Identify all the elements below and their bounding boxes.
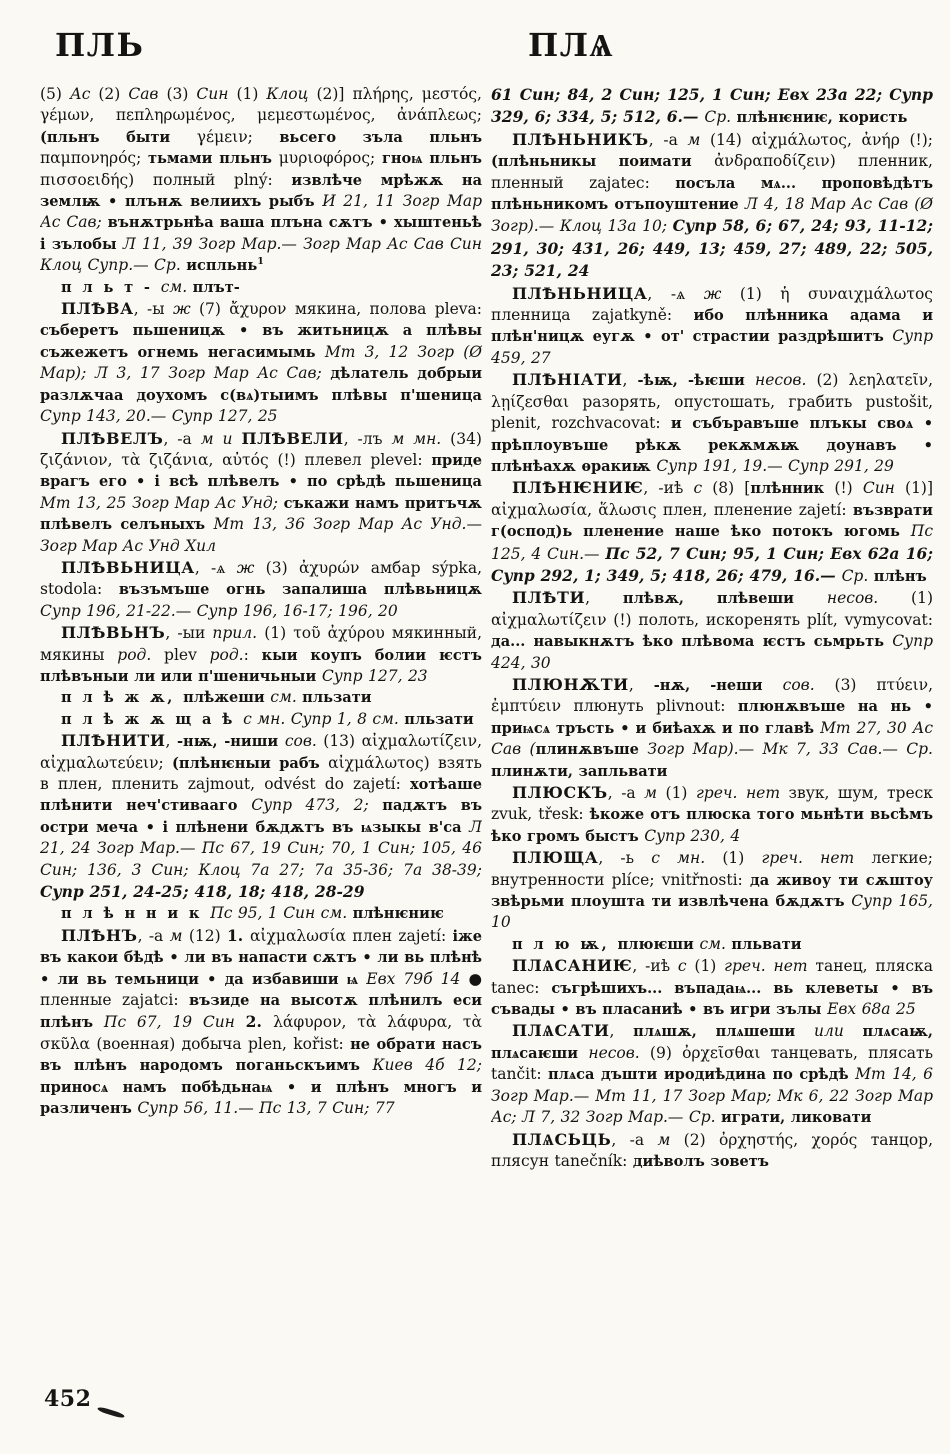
- right-column: [491, 84, 933, 1386]
- text-run: Мт 13, 25 Зогр Мар Ас Унд;: [40, 493, 284, 512]
- running-head-left: ПЛЬ: [55, 26, 145, 64]
- text-run: (военная) добыча plen, kořist:: [96, 1034, 351, 1053]
- text-run: падѫтъ въ остри меча • і плѣнени бѫдѫтъ въ ѩзыкы в'са: [40, 797, 482, 836]
- text-run: (34): [450, 429, 482, 448]
- text-run: Л 11, 39 Зогр Мар.— Зогр Мар Ас Сав Син Клоц Супр.— Ср.: [40, 234, 482, 275]
- text-run: с мн.: [651, 849, 723, 868]
- text-run: , -лъ: [343, 429, 392, 448]
- text-run: ὀρχεῖσθαι: [682, 1043, 771, 1062]
- text-run: ζιζάνιον, τὰ ζιζάνια, αὐτός: [40, 450, 278, 469]
- text-run: ἡ συναιχμάλωτος: [780, 284, 933, 303]
- text-run: не обрати насъ въ плѣнъ народомъ поганьскъимъ: [40, 1035, 482, 1075]
- text-run: съкажи намъ притъчѫ плѣвелъ селъныхъ: [40, 494, 482, 534]
- text-run: Мт 14, 6 Зогр Мар.— Мт 11, 17 Зогр Мар; Мк 6, 22 Зогр Мар Ас; Л 7, 32 Зогр Мар.— Ср.: [491, 1065, 933, 1127]
- text-run: Пс 125, 4 Син.—: [491, 522, 933, 563]
- text-run: плѣнъ: [873, 567, 927, 585]
- text-run: γέμειν;: [196, 127, 280, 146]
- entry-pleva: [40, 298, 482, 427]
- text-run: Ср.: [704, 108, 737, 127]
- text-run: (2)]: [316, 85, 353, 103]
- text-run: (!) плевел plevel:: [277, 450, 432, 469]
- entry-plennica: [491, 283, 933, 370]
- entry-plen: [40, 925, 482, 1120]
- text-run: ПЛѢНЬНИКЪ: [512, 129, 649, 149]
- text-run: см.: [160, 277, 193, 296]
- text-run: плѣнѥниѥ, користь: [736, 109, 908, 127]
- page-number: 452: [44, 1386, 92, 1412]
- text-run: плинѫвъше: [535, 741, 648, 759]
- text-run: , -ь: [598, 849, 652, 868]
- text-run: ἀνδραποδίζειν): [714, 152, 859, 171]
- text-run: танцор, плясун tanečník:: [491, 1130, 933, 1170]
- text-run: възъмъше огнь запалиша плѣвьницѫ: [118, 581, 482, 599]
- text-run: ,: [622, 371, 638, 390]
- entry-plennik: [491, 129, 933, 283]
- text-run: мякина, полова pleva:: [294, 300, 482, 319]
- entry-pljusk: [491, 782, 933, 847]
- text-run: плюнѫвъше на нь • приѩсѧ тръсть • и биѣахѫ и по главѣ: [491, 698, 933, 737]
- text-run: Ср.: [841, 566, 874, 585]
- text-run: ж: [236, 558, 266, 577]
- entry-plen-continuation: [491, 84, 933, 129]
- text-run: (1): [665, 784, 696, 802]
- text-run: Л 21, 24 Зогр Мар.— Пс 67, 19 Син; 70, 1 Син; 105, 46 Син; 136, 3 Син; Клоц 7а 27; 7а 35-36; 7а 38-39;: [40, 817, 482, 879]
- text-run: , -ы: [133, 300, 173, 319]
- text-run: танец, пляска tanec:: [491, 957, 933, 997]
- text-run: танцевать, плясать tančit:: [491, 1043, 933, 1084]
- text-run: ПЛѢВЬНИЦА: [61, 557, 195, 577]
- text-run: αἰχμάλωτος): [328, 753, 438, 772]
- text-run: приносѧ намъ побѣдьнаѩ • и плѣнъ многъ и различенъ: [40, 1078, 482, 1118]
- text-run: Пс 52, 7 Син; 95, 1 Син; Евх 62а 16; Супр 292, 1; 349, 5; 418, 26; 479, 16.—: [491, 543, 933, 585]
- text-run: прил.: [212, 624, 265, 643]
- text-run: плен, пленение zajetí:: [662, 500, 853, 519]
- text-run: или: [814, 1022, 863, 1041]
- text-run: м: [657, 1130, 684, 1149]
- text-run: плѧсаѭ, плѧсаѥши: [491, 1023, 933, 1062]
- text-run: Зогр Мар).— Мк 7, 33 Сав.— Ср.: [647, 740, 933, 759]
- text-run: Супр 424, 30: [491, 632, 933, 672]
- text-run: ἄχυρον: [229, 300, 295, 319]
- text-run: (плѣнѥныи рабъ: [172, 754, 329, 772]
- text-run: Мт 3, 12 Зогр (Ø Мар); Л 3, 17 Зогр Мар Ас Сав;: [40, 342, 482, 383]
- text-run: іже въ какои бѣдѣ • ли въ напасти сѫтъ • ли вь плѣнѣ • ли вь темьници • да избавиши ѩ: [40, 927, 482, 988]
- text-run: играти, ликовати: [721, 1109, 872, 1127]
- text-run: плен zajetí:: [352, 926, 453, 945]
- text-run: ПЛѢВЕЛЪ: [61, 428, 164, 448]
- text-run: Киев 4б 12;: [372, 1056, 482, 1075]
- text-run: ПЛЮЩА: [512, 848, 599, 868]
- entry-plenjenije: [491, 477, 933, 587]
- text-run: -нѭ, -ниши: [176, 733, 285, 751]
- text-run: п л ѣ ж ѫ,: [61, 689, 184, 707]
- entry-plevnica: [40, 557, 482, 622]
- text-run: плѣвѫ, плѣвеши: [622, 590, 827, 608]
- text-run: (3): [166, 85, 197, 103]
- ref-plennik: [40, 903, 482, 924]
- text-run: , -ыи: [165, 624, 213, 643]
- text-run: Супр 127, 23: [321, 666, 428, 685]
- text-run: , -а: [607, 784, 645, 802]
- text-run: μυριοφόρος;: [278, 149, 382, 168]
- text-run: , -иѣ: [632, 957, 678, 976]
- text-run: легкие; внутренности plíce; vnitřnosti:: [491, 849, 933, 889]
- text-run: ПЛѦСАТИ: [512, 1021, 610, 1041]
- text-run: ПЛѦСЬЦЬ: [512, 1129, 612, 1149]
- text-run: :: [243, 645, 262, 664]
- text-run: несов.: [588, 1043, 650, 1062]
- text-run: ѣкоже отъ плюска того мьнѣти вьсѣмъ ѣко громъ быстъ: [491, 806, 933, 845]
- text-run: м: [687, 130, 710, 149]
- text-run: , -а: [163, 429, 201, 448]
- text-run: (3): [265, 558, 299, 577]
- text-run: с мн. Супр 1, 8 см.: [243, 709, 405, 728]
- ref-plt: [40, 277, 482, 298]
- text-run: πλήρης, μεστός, γέμων, πεπληρωμένος, μεμεστωμένος, ἀνάπλεως;: [40, 85, 482, 125]
- text-run: (1): [264, 624, 294, 643]
- text-run: плѣнѥниѥ: [352, 905, 444, 923]
- text-run: (плѣньникы поимати: [491, 153, 715, 171]
- text-run: греч. нет: [695, 784, 789, 802]
- text-run: ὀρχηστής, χορός: [718, 1130, 871, 1149]
- text-run: възиде на высотѫ плѣнилъ еси плѣнъ: [40, 992, 482, 1032]
- text-run: ПЛѢВЕЛИ: [241, 428, 344, 448]
- text-run: И 21, 11 Зогр Мар Ас Сав;: [40, 192, 482, 232]
- text-run: полный plný:: [152, 170, 292, 189]
- text-run: λεηλατεῖν, λῃίζεσθαι: [491, 371, 933, 411]
- text-run: п л ѣ н н и к: [61, 905, 211, 923]
- text-run: , -а: [611, 1130, 658, 1149]
- text-run: п л ѣ ж ѫ щ а ѣ: [61, 710, 244, 728]
- text-run: ПЛѢНѤНИѤ: [512, 478, 644, 498]
- text-run: Супр 58, 6; 67, 24; 93, 11-12; 291, 30; 431, 26; 449, 13; 459, 27; 489, 22; 505, 23; 521, 24: [491, 216, 933, 281]
- text-run: (1)]: [905, 479, 933, 498]
- text-run: ж: [172, 300, 199, 319]
- text-run: (1): [722, 849, 762, 868]
- text-run: плът-: [192, 278, 240, 296]
- text-run: (14): [709, 130, 752, 149]
- text-run: мякинный, мякины: [40, 624, 482, 664]
- text-run: извлѣче мрѣжѫ на землѭ • плънѫ велиихъ рыбъ: [40, 171, 482, 211]
- text-run: ПЛѢВЬНЪ: [61, 623, 166, 643]
- text-run: (8) [: [712, 479, 751, 498]
- text-run: взять в плен, пленить zajmout, odvést do zajetí:: [40, 753, 482, 793]
- text-run: м и: [200, 429, 242, 448]
- text-run: Супр 196, 21-22.— Супр 196, 16-17; 196, 20: [40, 601, 398, 620]
- entry-pleti: [491, 587, 933, 674]
- text-run: (12): [188, 926, 227, 945]
- text-run: Мт 27, 30 Ас Сав (: [491, 718, 933, 759]
- text-run: ПЛѢНИТИ: [61, 731, 166, 751]
- text-run: αἰχμαλωτίζειν: [491, 610, 614, 629]
- text-run: (1): [911, 589, 933, 608]
- entry-pljushta: [491, 847, 933, 934]
- text-run: -ѣѭ, -ѣѥши: [637, 372, 756, 390]
- text-run: с: [693, 479, 713, 498]
- text-run: 1.: [226, 925, 250, 945]
- text-run: тьмами пльнъ: [147, 150, 279, 168]
- text-run: плюнуть plivnout:: [573, 697, 738, 716]
- text-run: ПЛЮНѪТИ: [512, 674, 629, 694]
- text-run: диѣволъ зоветъ: [632, 1152, 769, 1170]
- text-run: ж: [703, 284, 740, 303]
- text-run: Пс 67, 19 Син: [103, 1013, 246, 1032]
- entry-pleniti: [40, 730, 482, 903]
- text-run: амбар sýpka, stodola:: [40, 558, 482, 599]
- text-run: (1): [694, 957, 725, 976]
- text-run: пльвати: [731, 935, 802, 953]
- text-run: Супр 251, 24-25; 418, 18; 418, 28-29: [40, 882, 365, 902]
- text-run: 61 Син; 84, 2 Син; 125, 1 Син; Евх 23а 22; Супр 329, 6; 334, 5; 512, 6.—: [491, 85, 933, 127]
- text-run: (13): [323, 732, 362, 751]
- entry-plenjati: [491, 369, 933, 477]
- text-run: Супр 473, 2;: [251, 796, 383, 815]
- text-run: пльзати: [404, 710, 474, 728]
- text-run: сов.: [284, 732, 324, 751]
- text-run: с: [677, 957, 695, 976]
- text-run: (!);: [909, 130, 933, 149]
- text-run: греч. нет: [761, 849, 872, 868]
- text-run: Евх 68а 25: [827, 1000, 916, 1019]
- text-run: съберетъ пьшеницѫ • въ житьницѫ а плѣвы съжежетъ огнемь негасимымь: [40, 322, 482, 361]
- text-run: вьсего зъла пльнъ: [279, 128, 482, 146]
- text-run: ἀχυρών: [298, 558, 371, 577]
- text-run: (7): [198, 300, 230, 319]
- text-run: ,: [585, 589, 623, 608]
- text-run: Супр 165, 10: [491, 892, 933, 932]
- text-run: плѣнник: [750, 480, 835, 498]
- text-run: см.: [699, 934, 732, 953]
- text-run: -нѫ, -неши: [653, 676, 783, 694]
- text-run: греч. нет: [724, 957, 816, 976]
- text-run: сов.: [782, 675, 835, 694]
- text-run: πτύειν, ἐμπτύειν: [491, 675, 933, 716]
- text-run: м: [169, 926, 189, 945]
- text-run: ,: [165, 732, 177, 751]
- text-run: посъла мѧ... проповѣдѣтъ плѣньникомъ отъпоуштение: [491, 174, 933, 214]
- text-run: , -иѣ: [643, 479, 694, 498]
- text-run: ибо плѣнника адама и плѣн'ницѫ еугѫ • от' страстии раздрѣшитъ: [491, 307, 933, 346]
- text-run: (1): [739, 284, 781, 303]
- text-run: ПЛѢТИ: [512, 588, 586, 608]
- entry-plesc: [491, 1129, 933, 1173]
- text-run: ,: [628, 675, 654, 694]
- text-run: plev: [164, 645, 210, 664]
- text-run: род.: [209, 645, 244, 664]
- ref-plezhoshtaja: [40, 709, 482, 730]
- text-run: разорять, опустошать, грабить pustošit, plenit, rozchvacovat:: [491, 392, 933, 433]
- text-run: Мт 13, 36 Зогр Мар Ас Унд.— Зогр Мар Ас Унд Хил: [40, 515, 482, 555]
- text-run: ПЛѢНЪ: [61, 925, 138, 945]
- text-run: (!): [834, 479, 863, 498]
- entry-plesati: [491, 1020, 933, 1128]
- text-run: ПЛѢНЬНИЦА: [512, 283, 648, 303]
- entry-plevn: [40, 622, 482, 687]
- text-run: Клоц: [266, 85, 317, 103]
- text-run: (9): [649, 1043, 683, 1062]
- text-run: ПЛѦСАНИѤ: [512, 956, 633, 976]
- text-run: ● пленные zajatci:: [40, 969, 482, 1010]
- text-run: παμπονηρός;: [40, 149, 148, 168]
- text-run: дѣлатель добрыи разлѫчаа доухомъ с(вѧ)тыимъ плѣвы п'шеница: [40, 365, 482, 404]
- text-run: испльнь: [186, 257, 258, 275]
- text-run: 1: [257, 256, 264, 268]
- text-run: пленница zajatkyně:: [491, 306, 694, 325]
- text-run: звук, шум, треск zvuk, třesk:: [491, 784, 933, 824]
- text-run: ПЛЮСКЪ: [512, 783, 608, 802]
- text-run: Евх 79б 14: [366, 969, 469, 988]
- text-run: τοῦ ἀχύρου: [293, 624, 392, 643]
- ref-plezho: [40, 687, 482, 708]
- text-run: (2): [98, 85, 129, 103]
- text-run: плюѥши: [617, 935, 700, 953]
- text-run: , -ѧ: [194, 558, 237, 577]
- text-run: несов.: [826, 589, 912, 608]
- text-run: αἰχμαλωσία: [249, 926, 353, 945]
- text-run: αἰχμαλωτίζειν, αἰχμαλωτεύειν;: [40, 732, 482, 772]
- text-run: ПЛѢНІАТИ: [512, 370, 623, 390]
- text-run: (!) полоть, искоренять plít, vymycovat:: [613, 610, 933, 629]
- running-head-right: ПЛѦ: [528, 26, 615, 64]
- text-run: да... навыкнѫтъ ѣко плѣвома ѥстъ сьмрьть: [491, 633, 893, 651]
- text-run: , -ѧ: [647, 284, 704, 303]
- left-column: [40, 84, 482, 1386]
- text-run: Л 4, 18 Мар Ас Сав (Ø Зогр).— Клоц 13а 10;: [491, 195, 933, 236]
- text-run: Супр 191, 19.— Супр 291, 29: [656, 456, 894, 475]
- entry-plevel: [40, 428, 482, 557]
- text-run: (5): [40, 85, 70, 103]
- text-run: кыи коупъ болии ѥстъ плѣвъныи ли или п'шеничьныи: [40, 646, 482, 685]
- text-run: (1): [236, 85, 267, 103]
- text-run: αἰχμάλωτος, ἀνήρ: [751, 130, 910, 149]
- text-run: м: [644, 784, 666, 802]
- text-run: (3): [834, 675, 877, 694]
- text-run: и събъравъше плъкы своѧ • прѣплоувъше рѣкѫ рекѫмѫѭ доунавъ • плѣнѣахѫ ѳракиѭ: [491, 415, 933, 475]
- text-run: Син: [862, 479, 906, 498]
- text-run: Супр 143, 20.— Супр 127, 25: [40, 407, 278, 426]
- text-run: род.: [117, 645, 165, 664]
- text-run: (2): [683, 1130, 719, 1149]
- text-run: вънѫтрьнѣа ваша плъна сѫтъ • хыштеньѣ і зълобы: [40, 214, 482, 253]
- entry-pljunoti: [491, 674, 933, 782]
- text-run: плѧшѫ, плѧшеши: [633, 1023, 814, 1041]
- text-run: αἰχμαλωσία, ἅλωσις: [491, 500, 663, 519]
- text-run: πισσοειδής): [40, 170, 153, 189]
- text-run: м мн.: [391, 429, 451, 448]
- text-run: Супр 56, 11.— Пс 13, 7 Син; 77: [137, 1099, 395, 1118]
- text-run: см.: [270, 688, 303, 707]
- text-run: , -а: [137, 926, 170, 945]
- text-run: ПЛѢВА: [61, 299, 134, 319]
- text-run: п л ь т -: [61, 278, 161, 296]
- text-run: плѧса дъшти иродиѣдина по срѣдѣ: [547, 1066, 856, 1084]
- text-run: хотѣаше плѣнити неч'стивааго: [40, 776, 482, 815]
- text-run: 2.: [245, 1012, 274, 1032]
- text-run: Супр 230, 4: [644, 826, 741, 845]
- text-run: п л ю ѭ,: [512, 935, 618, 953]
- text-run: Ас: [69, 85, 99, 103]
- entry-plesanije: [491, 955, 933, 1020]
- entry-plinu-continuation: [40, 84, 482, 277]
- text-run: (пльнъ быти: [40, 128, 197, 146]
- text-run: Сав: [128, 85, 167, 103]
- text-run: възврати г(оспод)ь пленение наше ѣко потокъ югомь: [491, 501, 933, 541]
- text-run: несов.: [755, 371, 817, 390]
- text-run: гноѩ пльнъ: [381, 150, 482, 168]
- ref-pljujo: [491, 934, 933, 955]
- text-run: съгрѣшихъ... въпадаѩ... вь клеветы • въ съвады • въ пласаниѣ • въ игри зълы: [491, 979, 933, 1019]
- text-run: пльзати: [302, 689, 372, 707]
- text-run: приде врагъ его • і всѣ плѣвелъ • по срѣдѣ пьшеница: [40, 451, 482, 491]
- text-run: плинѫти, запльвати: [491, 762, 668, 780]
- text-run: Пс 95, 1 Син см.: [210, 904, 353, 923]
- text-run: Син: [196, 85, 237, 103]
- text-run: λάφυρον, τὰ λάφυρα, τὰ σκῦλα: [40, 1013, 482, 1053]
- text-run: ,: [609, 1022, 634, 1041]
- text-run: да живоу ти сѫштоу звѣрьми плоушта ти извлѣчена бѫдѫтъ: [491, 871, 933, 911]
- text-run: плѣжеши: [183, 689, 271, 707]
- text-run: (2): [816, 371, 849, 390]
- text-run: Супр 459, 27: [491, 327, 933, 367]
- text-run: пленник, пленный zajatec:: [491, 152, 933, 192]
- ink-mark-icon: [97, 1406, 125, 1419]
- text-run: , -а: [648, 130, 688, 149]
